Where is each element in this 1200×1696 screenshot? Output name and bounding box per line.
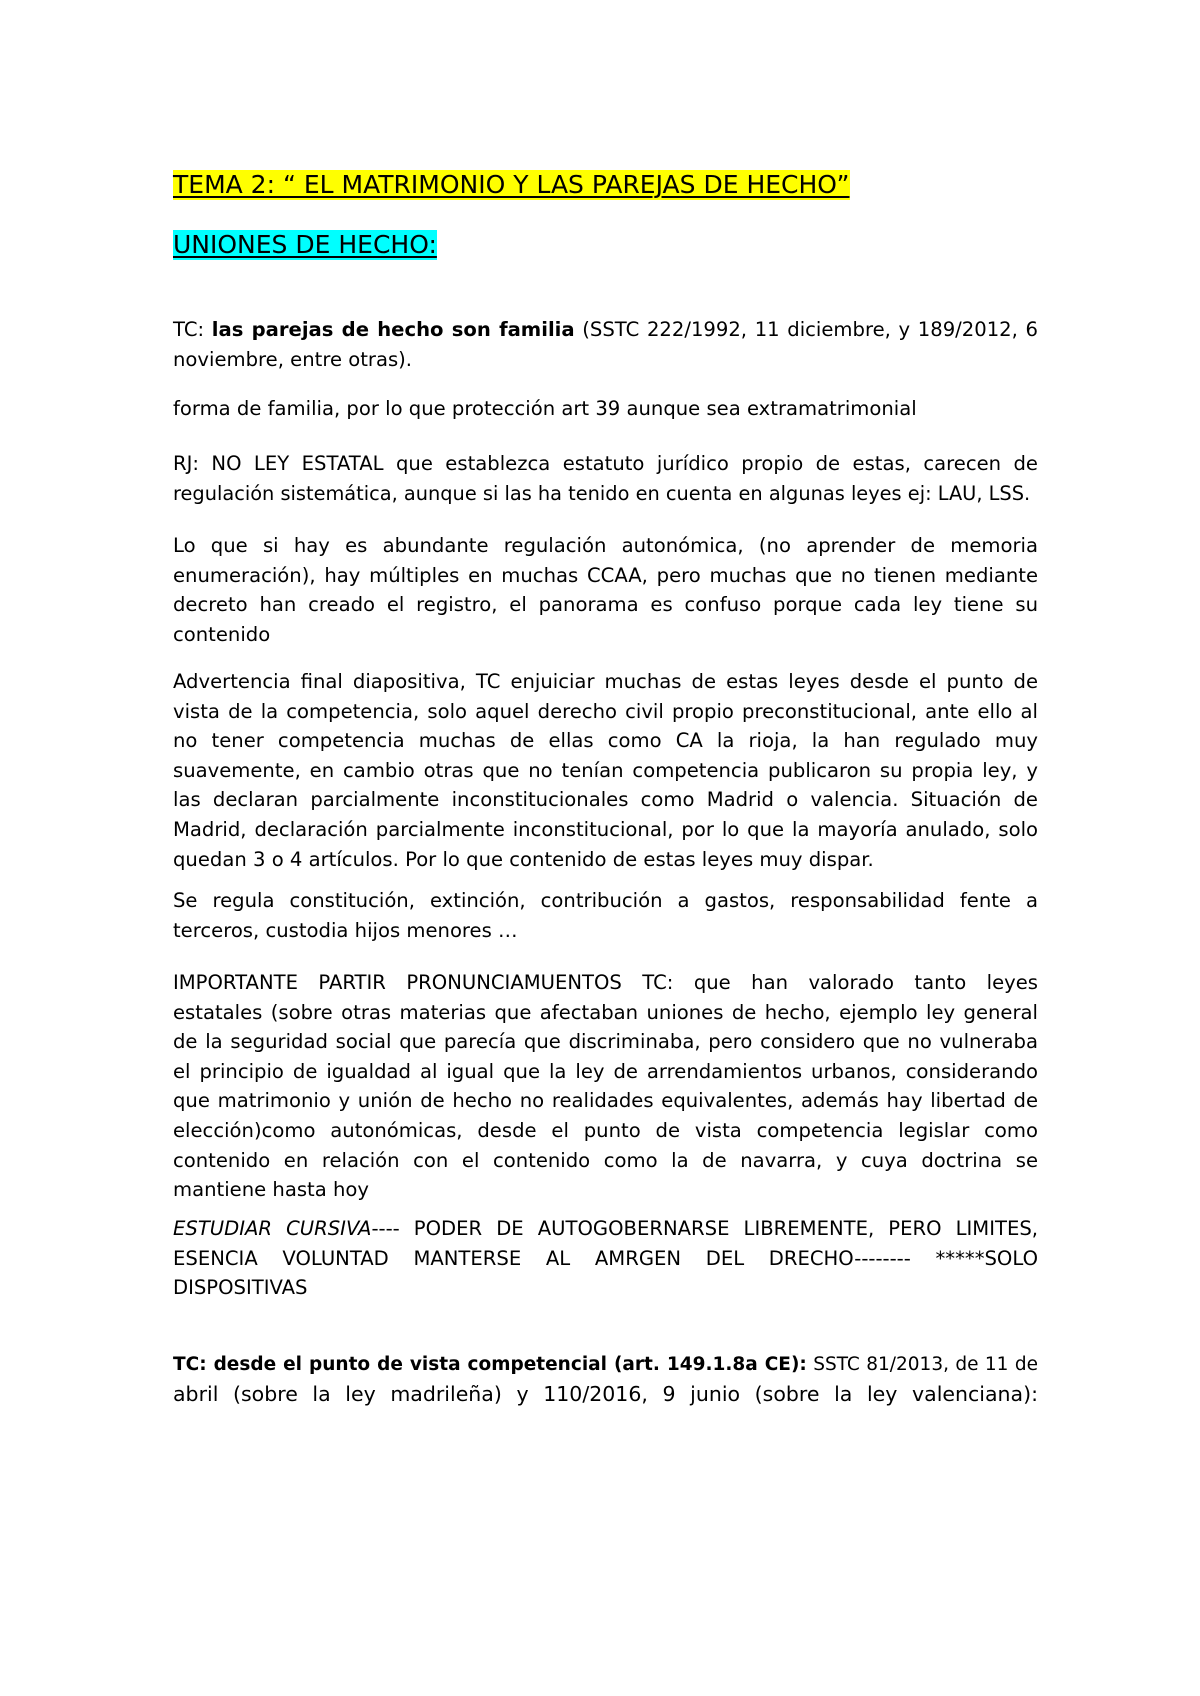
paragraph-line: TC: desde el punto de vista competencial (art. 149.1.8a CE): SSTC 81/2013, de 11 de [173,1354,1038,1375]
paragraph-line: vista de la competencia, solo aquel derecho civil propio preconstitucional, ante ello al [173,699,1038,723]
paragraph-line: ESTUDIAR CURSIVA---- PODER DE AUTOGOBERNARSE LIBREMENTE, PERO LIMITES, [173,1217,1038,1240]
paragraph-line: Se regula constitución, extinción, contribución a gastos, responsabilidad fente a [173,889,1038,912]
paragraph-line: IMPORTANTE PARTIR PRONUNCIAMUENTOS TC: que han valorado tanto leyes [173,971,1038,994]
bold-phrase: las parejas de hecho son familia [211,318,575,341]
paragraph-line: que matrimonio y unión de hecho no realidades equivalentes, además hay libertad de [173,1089,1038,1113]
paragraph-estudiar-cursiva [173,1214,1038,1303]
paragraph-line: Madrid, declaración parcialmente inconstitucional, por lo que la mayoría anulado, solo [173,817,1038,841]
paragraph-line: Lo que si hay es abundante regulación autonómica, (no aprender de memoria [173,534,1038,557]
paragraph-forma-familia: forma de familia, por lo que protección art 39 aunque sea extramatrimonial [173,397,917,420]
paragraph-line: el principio de igualdad al igual que la ley de arrendamientos urbanos, considerando [173,1059,1038,1083]
paragraph-line: DISPOSITIVAS [173,1276,308,1300]
paragraph-line: mantiene hasta hoy [173,1178,369,1202]
paragraph-line: contenido [173,622,271,646]
paragraph-line: decreto han creado el registro, el panorama es confuso porque cada ley tiene su [173,593,1038,617]
paragraph-regulacion-autonomica [173,531,1038,649]
paragraph-se-regula [173,886,1038,945]
paragraph-line: quedan 3 o 4 artículos. Por lo que contenido de estas leyes muy dispar. [173,847,874,871]
paragraph-line: estatales (sobre otras materias que afectaban uniones de hecho, ejemplo ley general [173,1000,1038,1024]
paragraph-tc-competencial [173,1350,1038,1409]
paragraph-rj [173,449,1038,508]
paragraph-line: abril (sobre la ley madrileña) y 110/2016, 9 junio (sobre la ley valenciana): [173,1381,1038,1406]
paragraph-line: no tener competencia muchas de ellas como CA la rioja, la han regulado muy [173,729,1038,753]
paragraph-line: RJ: NO LEY ESTATAL que establezca estatuto jurídico propio de estas, carecen de [173,452,1038,475]
paragraph-line: noviembre, entre otras). [173,347,413,371]
paragraph-line: suavemente, en cambio otras que no tenían competencia publicaron su propia ley, y [173,758,1038,782]
paragraph-tc-familia [173,315,1038,374]
italic-phrase: ESTUDIAR CURSIVA [173,1217,372,1240]
paragraph-line: contenido en relación con el contenido como la de navarra, y cuya doctrina se [173,1148,1038,1172]
paragraph-line: Advertencia final diapositiva, TC enjuiciar muchas de estas leyes desde el punto de [173,670,1038,693]
section-heading: UNIONES DE HECHO: [173,230,437,259]
paragraph-line: regulación sistemática, aunque si las ha tenido en cuenta en algunas leyes ej: LAU, LSS. [173,481,1031,505]
paragraph-line: enumeración), hay múltiples en muchas CCAA, pero muchas que no tienen mediante [173,563,1038,587]
paragraph-line: TC: las parejas de hecho son familia (SSTC 222/1992, 11 diciembre, y 189/2012, 6 [173,318,1038,341]
paragraph-line: ESENCIA VOLUNTAD MANTERSE AL AMRGEN DEL DRECHO-------- *****SOLO [173,1246,1038,1270]
paragraph-advertencia [173,667,1038,874]
paragraph-line: elección)como autonómicas, desde el punto de vista competencia legislar como [173,1118,1038,1142]
paragraph-line: las declaran parcialmente inconstitucionales como Madrid o valencia. Situación de [173,788,1038,812]
paragraph-line: de la seguridad social que parecía que discriminaba, pero considero que no vulneraba [173,1030,1038,1054]
bold-phrase: TC: desde el punto de vista competencial (art. 149.1.8a CE): [173,1354,807,1375]
paragraph-importante [173,968,1038,1205]
paragraph-line: terceros, custodia hijos menores … [173,918,518,942]
document-title: TEMA 2: “ EL MATRIMONIO Y LAS PAREJAS DE HECHO” [173,170,850,199]
